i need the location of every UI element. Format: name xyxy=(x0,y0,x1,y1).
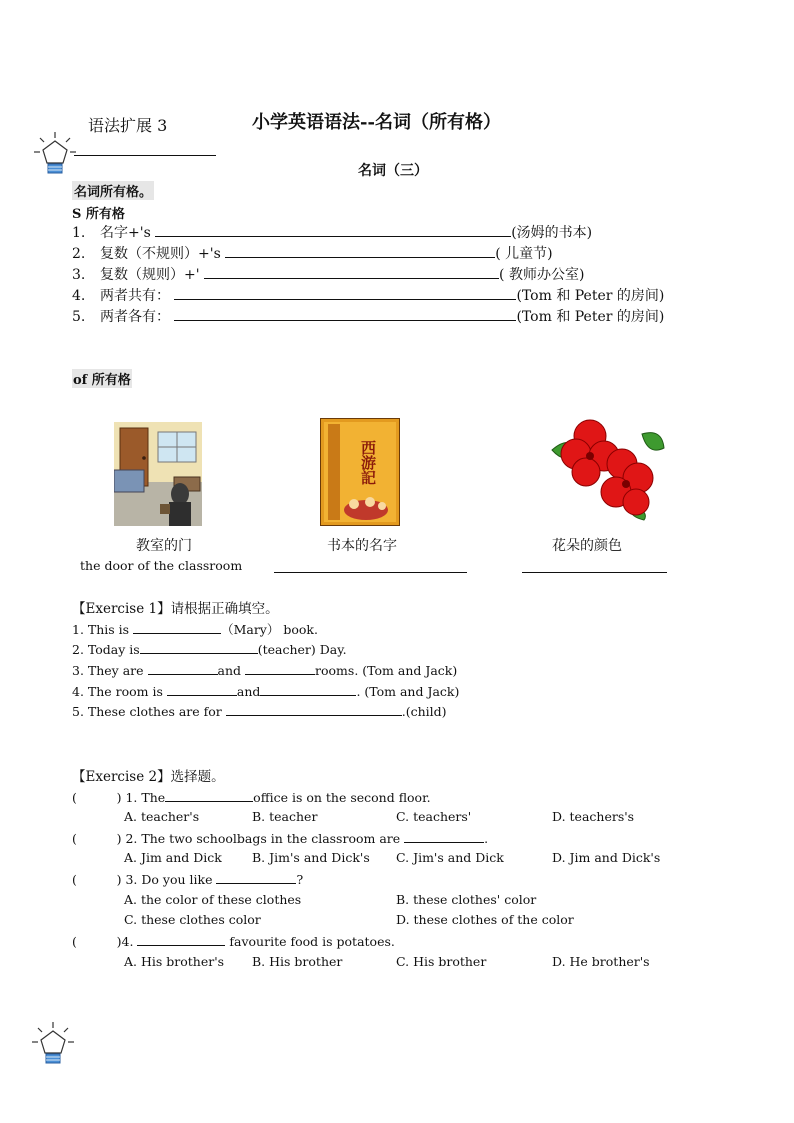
line-text: 3. They are xyxy=(72,663,144,678)
exercise-line xyxy=(72,683,459,699)
option[interactable]: A. the color of these clothes xyxy=(124,892,302,907)
item-label: 名字+'s xyxy=(100,225,151,241)
answer-paren[interactable]: ( )4. xyxy=(72,934,134,949)
option[interactable]: B. these clothes' color xyxy=(396,892,537,907)
option[interactable]: B. His brother xyxy=(252,954,343,969)
option[interactable]: D. Jim and Dick's xyxy=(552,850,661,865)
line-text: 2. Today is xyxy=(72,642,140,657)
answer-blank[interactable] xyxy=(137,933,225,946)
answer-blank[interactable] xyxy=(165,789,253,802)
answer-blank[interactable] xyxy=(148,662,218,675)
question xyxy=(72,830,488,846)
answer-blank[interactable] xyxy=(404,830,484,843)
option[interactable]: C. Jim's and Dick xyxy=(396,850,504,865)
line-text: . (Tom and Jack) xyxy=(356,684,460,699)
line-text: (teacher) Day. xyxy=(257,642,347,657)
question-text: 1. The xyxy=(125,790,166,805)
answer-blank[interactable] xyxy=(155,224,511,237)
book-cover-image xyxy=(320,418,400,526)
answer-blank[interactable] xyxy=(174,287,516,300)
answer-blank[interactable] xyxy=(522,572,667,573)
section-heading-s-possessive: S 所有格 xyxy=(72,207,125,222)
classroom-door-image xyxy=(114,422,202,526)
section-heading-possessive: 名词所有格。 xyxy=(72,181,154,200)
book-title-text: 西游記 xyxy=(359,440,377,485)
answer-blank[interactable] xyxy=(204,266,499,279)
option[interactable]: C. these clothes color xyxy=(124,912,261,927)
item-hint: ( 儿童节) xyxy=(495,246,553,262)
item-hint: (汤姆的书本) xyxy=(511,225,593,241)
question xyxy=(72,871,303,887)
picture-answer: the door of the classroom xyxy=(80,558,243,573)
question-text: 2. The two schoolbags in the classroom are xyxy=(125,831,401,846)
list-item xyxy=(72,222,592,242)
item-number: 5. xyxy=(72,309,86,325)
line-text: .(child) xyxy=(401,704,447,719)
line-text: 5. These clothes are for xyxy=(72,704,222,719)
answer-blank[interactable] xyxy=(140,641,258,654)
item-number: 3. xyxy=(72,267,86,283)
item-label: 两者共有： xyxy=(100,288,170,304)
answer-blank[interactable] xyxy=(167,683,237,696)
line-text: （Mary） book. xyxy=(221,622,318,637)
item-hint: (Tom 和 Peter 的房间) xyxy=(516,288,665,304)
line-text: 1. This is xyxy=(72,622,130,637)
line-text: and xyxy=(236,684,261,699)
option[interactable]: C. His brother xyxy=(396,954,487,969)
picture-caption: 教室的门 xyxy=(136,538,192,554)
answer-paren[interactable]: ( ) xyxy=(72,790,122,805)
item-label: 两者各有： xyxy=(100,309,170,325)
option[interactable]: A. His brother's xyxy=(124,954,225,969)
red-flowers-image xyxy=(550,416,668,522)
page-title: 小学英语语法--名词（所有格） xyxy=(252,112,501,133)
item-number: 4. xyxy=(72,288,86,304)
option[interactable]: C. teachers' xyxy=(396,809,472,824)
question-text: office is on the second floor. xyxy=(253,790,431,805)
picture-caption: 书本的名字 xyxy=(327,538,397,554)
line-text: rooms. (Tom and Jack) xyxy=(315,663,458,678)
question-text: 3. Do you like xyxy=(125,872,213,887)
answer-blank[interactable] xyxy=(216,871,296,884)
option[interactable]: D. these clothes of the color xyxy=(396,912,574,927)
answer-paren[interactable]: ( ) xyxy=(72,831,122,846)
item-label: 复数（不规则）+'s xyxy=(100,246,221,262)
option[interactable]: A. Jim and Dick xyxy=(124,850,222,865)
list-item xyxy=(72,264,584,284)
item-number: 2. xyxy=(72,246,86,262)
option[interactable]: B. teacher xyxy=(252,809,318,824)
option[interactable]: A. teacher's xyxy=(124,809,200,824)
list-item xyxy=(72,243,553,263)
question-text: favourite food is potatoes. xyxy=(229,934,395,949)
answer-paren[interactable]: ( ) xyxy=(72,872,122,887)
line-text: 4. The room is xyxy=(72,684,163,699)
item-number: 1. xyxy=(72,225,86,241)
question xyxy=(72,789,431,805)
question-text: . xyxy=(484,831,489,846)
question-text: ? xyxy=(296,872,304,887)
answer-blank[interactable] xyxy=(174,308,516,321)
header-tag: 语法扩展 3 xyxy=(88,116,168,135)
item-hint: (Tom 和 Peter 的房间) xyxy=(516,309,665,325)
answer-blank[interactable] xyxy=(133,621,221,634)
list-item xyxy=(72,285,664,305)
item-hint: ( 教师办公室) xyxy=(499,267,585,283)
item-label: 复数（规则）+' xyxy=(100,267,200,283)
line-text: and xyxy=(217,663,242,678)
exercise-line xyxy=(72,641,347,657)
option[interactable]: B. Jim's and Dick's xyxy=(252,850,370,865)
exercise1-heading: 【Exercise 1】请根据正确填空。 xyxy=(72,601,279,617)
picture-caption: 花朵的颜色 xyxy=(552,538,622,554)
exercise2-heading: 【Exercise 2】选择题。 xyxy=(72,769,225,785)
question xyxy=(72,933,395,949)
list-item xyxy=(72,306,664,326)
exercise-line xyxy=(72,662,457,678)
lightbulb-icon xyxy=(28,1018,78,1068)
exercise-line xyxy=(72,620,318,638)
section-heading-of-possessive: of 所有格 xyxy=(72,369,132,388)
answer-blank[interactable] xyxy=(245,662,315,675)
answer-blank[interactable] xyxy=(226,703,402,716)
option[interactable]: D. teachers's xyxy=(552,809,635,824)
option[interactable]: D. He brother's xyxy=(552,954,650,969)
answer-blank[interactable] xyxy=(274,572,467,573)
lightbulb-icon xyxy=(30,128,80,178)
answer-blank[interactable] xyxy=(225,245,495,258)
answer-blank[interactable] xyxy=(260,683,356,696)
exercise-line xyxy=(72,703,447,719)
page-subtitle: 名词（三） xyxy=(358,163,428,179)
header-underline xyxy=(74,155,216,156)
